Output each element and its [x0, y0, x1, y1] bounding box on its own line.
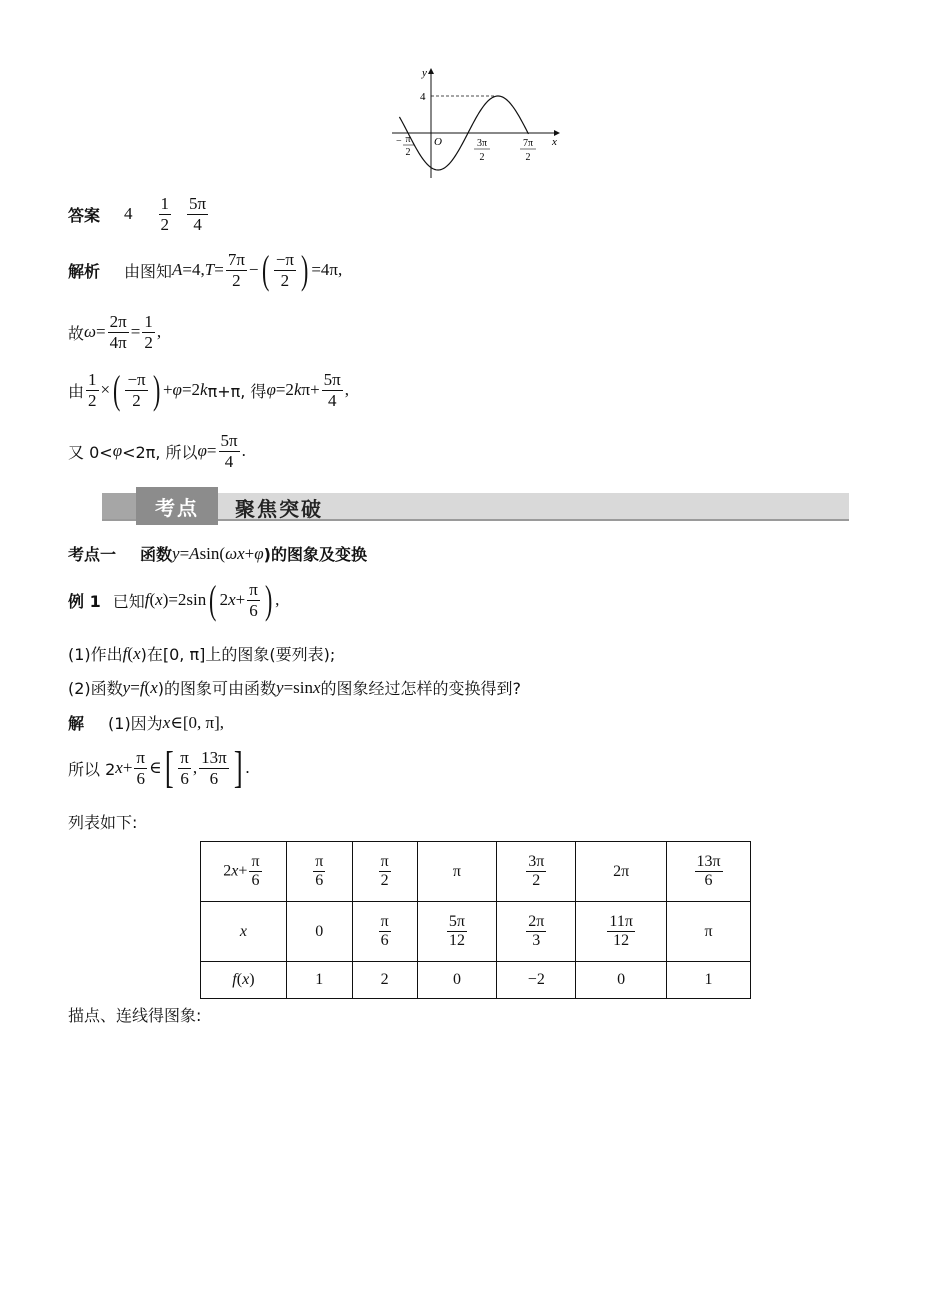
table-cell: 2 [352, 962, 417, 999]
analysis-line-2: 故 ω = $\frac{2\pi}{4\pi}$ = $\frac{1}{2}$ , [68, 312, 162, 352]
x-tick-3-num: 7π [522, 138, 534, 149]
answer-label: 答案 [68, 205, 101, 225]
origin-label: O [434, 136, 442, 148]
banner-tag: 考点 [136, 487, 218, 525]
table-cell: $\frac{11\pi}{12}$ [576, 902, 667, 962]
table-row [201, 902, 751, 962]
fraction-pi-6: $\frac{\pi}{6}$ [136, 747, 146, 788]
section-heading: 考点一 函数 y = A sin( ω x + φ )的图象及变换 [68, 543, 367, 564]
x-tick-2-den: 2 [479, 152, 485, 163]
table-cell: $\frac{3\pi}{2}$ [497, 842, 576, 902]
answer-value-3: $\frac{5\pi}{4}$ [189, 194, 207, 234]
y-tick-4: 4 [420, 91, 426, 103]
fraction-2pi-4pi: $\frac{2\pi}{4\pi}$ [109, 312, 127, 352]
fraction-5pi-4: $\frac{5\pi}{4}$ [220, 431, 238, 471]
analysis-line-3: 由 $\frac{1}{2}$ × ( $\frac{-\pi}{2}$ ) + φ =2 k π+π, 得 φ =2 k π+ $\frac{5\pi}{4}$ , [68, 367, 349, 413]
table-cell: $\frac{5\pi}{12}$ [417, 902, 497, 962]
question-1: (1)作出 f ( x )在[0, π]上的图象(要列表); [68, 643, 336, 664]
solution-line-1: 解 (1)因为 x ∈[0, π], [68, 712, 224, 733]
solution-line-2: 所以 2 x + $\frac{\pi}{6}$ ∈ [ $\frac{\pi}{6}$ , $\frac{13\pi}{6}$ ] . [68, 743, 250, 792]
analysis-line-4: 又 0< φ <2π, 所以 φ = $\frac{5\pi}{4}$ . [68, 431, 246, 471]
answer-value-1: 4 [124, 204, 133, 224]
banner-tag-shade [102, 493, 136, 519]
x-tick-2-num: 3π [476, 138, 488, 149]
fraction-7pi-2: $\frac{7\pi}{2}$ [227, 250, 245, 290]
solution-line-3: 列表如下: [68, 813, 138, 832]
y-axis-label: y [422, 67, 427, 79]
table-cell: 0 [576, 962, 667, 999]
table-cell: 2x+ $\frac{\pi}{6}$ [201, 842, 287, 902]
table-cell: $\frac{\pi}{2}$ [352, 842, 417, 902]
fraction-pi-6: $\frac{\pi}{6}$ [180, 747, 189, 788]
x-tick-neg-sign: − [396, 136, 402, 147]
x-axis-label: x [552, 136, 557, 148]
section-label: 考点一 [68, 545, 117, 564]
example-label: 例 1 [68, 591, 101, 611]
table-cell: $\frac{\pi}{6}$ [352, 902, 417, 962]
y-axis-arrow [428, 68, 434, 74]
table-cell: π [417, 842, 497, 902]
solution-label: 解 [68, 714, 85, 733]
sine-graph [388, 62, 568, 182]
table-cell: 1 [286, 962, 352, 999]
table-cell: $\frac{\pi}{6}$ [286, 842, 352, 902]
x-tick-1-num: π [405, 134, 411, 145]
banner-title: 聚焦突破 [235, 496, 323, 521]
fraction-13pi-6: $\frac{13\pi}{6}$ [201, 747, 227, 788]
table-cell: 0 [417, 962, 497, 999]
fraction-neg-pi-2: $\frac{-\pi}{2}$ [127, 370, 146, 410]
value-table [200, 841, 751, 999]
table-cell: f(x) [201, 962, 287, 999]
answer-line [68, 194, 210, 234]
table-cell: x [201, 902, 287, 962]
x-tick-3-den: 2 [525, 152, 531, 163]
fraction-1-2: $\frac{1}{2}$ [144, 312, 153, 352]
table-cell: $\frac{2\pi}{3}$ [497, 902, 576, 962]
table-row [201, 842, 751, 902]
x-tick-1-den: 2 [405, 147, 411, 158]
fraction-neg-pi-2: $\frac{-\pi}{2}$ [275, 250, 295, 290]
answer-value-2: $\frac{1}{2}$ [160, 194, 170, 234]
table-cell: $\frac{13\pi}{6}$ [667, 842, 751, 902]
solution-line-4: 描点、连线得图象: [68, 1006, 202, 1025]
fraction-pi-6: $\frac{\pi}{6}$ [249, 580, 258, 620]
table-row [201, 962, 751, 999]
fraction-1-2: $\frac{1}{2}$ [88, 370, 97, 410]
table-cell: π [667, 902, 751, 962]
section-banner [102, 487, 849, 525]
table-cell: 1 [667, 962, 751, 999]
question-2: (2)函数 y = f ( x )的图象可由函数 y =sin x 的图象经过怎样的变换得到? [68, 677, 522, 698]
table-cell: −2 [497, 962, 576, 999]
fraction-5pi-4: $\frac{5\pi}{4}$ [323, 370, 341, 410]
example-line: 例 1 已知 f ( x )=2sin ( 2 x + $\frac{\pi}{6}$ ) , [68, 577, 280, 623]
analysis-label: 解析 [68, 261, 101, 281]
table-cell: 0 [286, 902, 352, 962]
analysis-line-1: 解析 由图知 A =4, T = $\frac{7\pi}{2}$ − ( $\frac{-\pi}{2}$ ) =4π, [68, 247, 343, 293]
table-cell: 2π [576, 842, 667, 902]
